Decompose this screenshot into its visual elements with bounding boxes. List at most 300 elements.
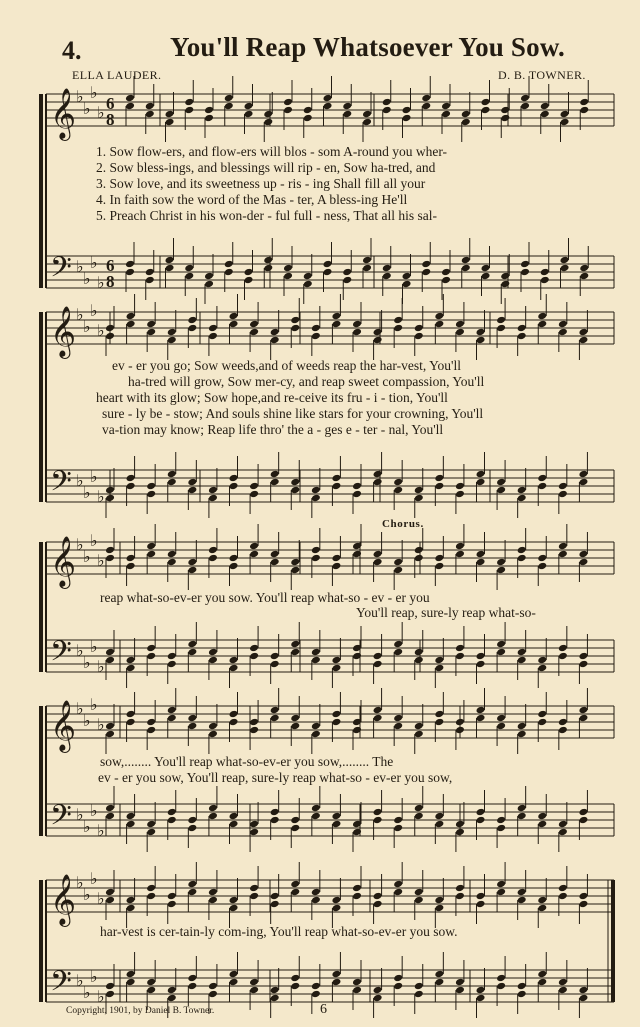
- note-head: [311, 730, 321, 739]
- system-brace: [39, 312, 43, 502]
- note-head: [331, 664, 341, 673]
- note-head: [476, 336, 486, 345]
- note-head: [496, 324, 506, 333]
- note-head: [578, 470, 588, 479]
- note-head: [434, 562, 444, 571]
- note-head: [224, 260, 234, 269]
- note-head: [244, 110, 254, 119]
- note-head: [270, 714, 280, 723]
- note-head: [434, 896, 444, 905]
- note-head: [517, 656, 527, 665]
- note-head: [270, 336, 280, 345]
- note-head: [146, 892, 156, 901]
- note-head: [455, 986, 465, 995]
- note-head: [126, 482, 136, 491]
- note-head: [441, 276, 451, 285]
- note-head: [126, 970, 136, 979]
- note-head: [476, 550, 486, 559]
- note-head: [455, 490, 465, 499]
- note-head: [165, 256, 175, 265]
- note-head: [496, 566, 506, 575]
- note-head: [517, 730, 527, 739]
- note-head: [167, 336, 177, 345]
- note-head: [323, 94, 333, 103]
- note-head: [187, 888, 197, 897]
- note-head: [204, 114, 214, 123]
- note-head: [270, 816, 280, 825]
- note-head: [167, 892, 177, 901]
- note-head: [126, 904, 136, 913]
- note-head: [558, 718, 568, 727]
- note-head: [517, 804, 527, 813]
- note-head: [204, 272, 214, 281]
- note-head: [537, 554, 547, 563]
- note-head: [311, 648, 321, 657]
- note-head: [434, 710, 444, 719]
- note-head: [517, 332, 527, 341]
- flat-sign: ♭: [90, 301, 98, 320]
- note-head: [476, 892, 486, 901]
- flat-sign: ♭: [76, 471, 84, 490]
- note-head: [311, 812, 321, 821]
- note-head: [500, 272, 510, 281]
- note-head: [229, 312, 239, 321]
- note-head: [342, 276, 352, 285]
- composer-credit: D. B. TOWNER.: [498, 68, 586, 82]
- note-head: [352, 986, 362, 995]
- note-head: [520, 102, 530, 111]
- note-head: [537, 970, 547, 979]
- note-head: [496, 558, 506, 567]
- note-head: [455, 820, 465, 829]
- note-head: [517, 494, 527, 503]
- note-head: [331, 820, 341, 829]
- note-head: [558, 644, 568, 653]
- flat-sign: ♭: [76, 971, 84, 990]
- note-head: [373, 328, 383, 337]
- note-head: [393, 714, 403, 723]
- note-head: [476, 986, 486, 995]
- note-head: [311, 494, 321, 503]
- note-head: [434, 320, 444, 329]
- lyric-line: 5. Preach Christ in his won-der - ful full - ness, That all his sal-: [96, 208, 437, 223]
- note-head: [290, 486, 300, 495]
- note-head: [476, 714, 486, 723]
- note-head: [496, 824, 506, 833]
- note-head: [208, 554, 218, 563]
- note-head: [393, 486, 403, 495]
- note-head: [167, 478, 177, 487]
- note-head: [249, 328, 259, 337]
- flat-sign: ♭: [90, 801, 98, 820]
- note-head: [414, 722, 424, 731]
- note-head: [311, 554, 321, 563]
- lyric-line: ev - er you sow, You'll reap, sure-ly reap what-so - ev-er you sow,: [98, 770, 453, 785]
- note-head: [578, 328, 588, 337]
- flat-sign: ♭: [76, 873, 84, 892]
- note-head: [352, 490, 362, 499]
- note-head: [373, 478, 383, 487]
- note-head: [311, 804, 321, 813]
- note-head: [125, 94, 135, 103]
- note-head: [331, 896, 341, 905]
- note-head: [362, 118, 372, 127]
- chorus-label: Chorus.: [382, 518, 424, 530]
- time-signature-top: 6: [106, 94, 115, 113]
- note-head: [455, 550, 465, 559]
- note-head: [249, 820, 259, 829]
- note-head: [579, 272, 589, 281]
- flat-sign: ♭: [76, 87, 84, 106]
- note-head: [249, 644, 259, 653]
- note-head: [455, 652, 465, 661]
- note-head: [393, 982, 403, 991]
- note-head: [558, 652, 568, 661]
- note-head: [311, 722, 321, 731]
- note-head: [126, 978, 136, 987]
- note-head: [560, 118, 570, 127]
- note-head: [146, 986, 156, 995]
- note-head: [270, 470, 280, 479]
- note-head: [249, 986, 259, 995]
- note-head: [311, 486, 321, 495]
- note-head: [208, 494, 218, 503]
- note-head: [167, 714, 177, 723]
- flat-sign: ♭: [90, 637, 98, 656]
- note-head: [249, 542, 259, 551]
- lyric-line: You'll reap, sure-ly reap what-so-: [356, 605, 536, 620]
- note-head: [393, 478, 403, 487]
- note-head: [208, 546, 218, 555]
- flat-sign: ♭: [83, 99, 91, 118]
- flat-sign: ♭: [90, 83, 98, 102]
- note-head: [126, 562, 136, 571]
- note-head: [537, 312, 547, 321]
- bass-clef: 𝄢: [50, 465, 72, 505]
- note-head: [283, 98, 293, 107]
- note-head: [578, 706, 588, 715]
- note-head: [393, 974, 403, 983]
- flat-sign: ♭: [83, 885, 91, 904]
- note-head: [414, 332, 424, 341]
- note-head: [373, 892, 383, 901]
- system-brace: [39, 706, 43, 836]
- note-head: [414, 324, 424, 333]
- note-head: [311, 546, 321, 555]
- flat-sign: ♭: [76, 535, 84, 554]
- note-head: [126, 554, 136, 563]
- note-head: [290, 640, 300, 649]
- note-head: [187, 316, 197, 325]
- flat-sign: ♭: [97, 273, 105, 292]
- note-head: [105, 990, 115, 999]
- note-head: [204, 106, 214, 115]
- note-head: [393, 888, 403, 897]
- time-signature-bottom: 8: [106, 110, 115, 129]
- note-head: [421, 260, 431, 269]
- note-head: [578, 652, 588, 661]
- note-head: [441, 110, 451, 119]
- flat-sign: ♭: [90, 695, 98, 714]
- note-head: [331, 970, 341, 979]
- note-head: [146, 718, 156, 727]
- note-head: [331, 978, 341, 987]
- note-head: [165, 118, 175, 127]
- note-head: [270, 994, 280, 1003]
- note-head: [126, 320, 136, 329]
- note-head: [105, 982, 115, 991]
- flat-sign: ♭: [90, 869, 98, 888]
- note-head: [434, 482, 444, 491]
- note-head: [352, 482, 362, 491]
- note-head: [290, 478, 300, 487]
- note-head: [187, 640, 197, 649]
- lyric-line: har-vest is cer-tain-ly com-ing, You'll reap what-so-ev-er you sow.: [100, 924, 458, 939]
- note-head: [165, 110, 175, 119]
- note-head: [229, 710, 239, 719]
- note-head: [373, 816, 383, 825]
- note-head: [373, 336, 383, 345]
- note-head: [187, 974, 197, 983]
- note-head: [578, 900, 588, 909]
- note-head: [537, 474, 547, 483]
- note-head: [303, 114, 313, 123]
- note-head: [146, 820, 156, 829]
- flat-sign: ♭: [90, 253, 98, 272]
- note-head: [125, 260, 135, 269]
- note-head: [481, 98, 491, 107]
- note-head: [303, 106, 313, 115]
- note-head: [145, 110, 155, 119]
- note-head: [520, 260, 530, 269]
- note-head: [496, 974, 506, 983]
- note-head: [244, 276, 254, 285]
- note-head: [402, 280, 412, 289]
- note-head: [224, 268, 234, 277]
- note-head: [579, 106, 589, 115]
- note-head: [229, 812, 239, 821]
- note-head: [331, 812, 341, 821]
- bass-clef: 𝄢: [50, 251, 72, 291]
- note-head: [560, 256, 570, 265]
- note-head: [208, 648, 218, 657]
- note-head: [290, 974, 300, 983]
- note-head: [414, 648, 424, 657]
- note-head: [311, 656, 321, 665]
- note-head: [476, 328, 486, 337]
- note-head: [283, 264, 293, 273]
- flat-sign: ♭: [83, 483, 91, 502]
- note-head: [373, 706, 383, 715]
- note-head: [208, 332, 218, 341]
- lyric-line: sure - ly be - stow; And souls shine like stars for your crowning, You'll: [102, 406, 484, 421]
- note-head: [187, 816, 197, 825]
- note-head: [187, 566, 197, 575]
- note-head: [331, 554, 341, 563]
- note-head: [126, 812, 136, 821]
- note-head: [393, 824, 403, 833]
- note-head: [229, 970, 239, 979]
- note-head: [517, 896, 527, 905]
- note-head: [105, 554, 115, 563]
- note-head: [105, 648, 115, 657]
- note-head: [249, 718, 259, 727]
- note-head: [167, 808, 177, 817]
- note-head: [441, 268, 451, 277]
- note-head: [455, 644, 465, 653]
- flat-sign: ♭: [83, 711, 91, 730]
- note-head: [352, 320, 362, 329]
- note-head: [414, 486, 424, 495]
- note-head: [184, 98, 194, 107]
- note-head: [402, 106, 412, 115]
- note-head: [558, 820, 568, 829]
- note-head: [342, 102, 352, 111]
- note-head: [537, 718, 547, 727]
- note-head: [331, 474, 341, 483]
- note-head: [382, 264, 392, 273]
- note-head: [455, 828, 465, 837]
- note-head: [558, 986, 568, 995]
- note-head: [393, 640, 403, 649]
- note-head: [476, 652, 486, 661]
- note-head: [537, 656, 547, 665]
- note-head: [105, 332, 115, 341]
- note-head: [208, 656, 218, 665]
- note-head: [187, 478, 197, 487]
- note-head: [352, 328, 362, 337]
- note-head: [208, 982, 218, 991]
- note-head: [393, 558, 403, 567]
- note-head: [537, 482, 547, 491]
- note-head: [167, 816, 177, 825]
- note-head: [167, 660, 177, 669]
- flat-sign: ♭: [97, 715, 105, 734]
- note-head: [229, 904, 239, 913]
- note-head: [476, 478, 486, 487]
- system-brace: [39, 94, 43, 288]
- note-head: [461, 256, 471, 265]
- note-head: [270, 550, 280, 559]
- note-head: [311, 332, 321, 341]
- note-head: [517, 982, 527, 991]
- flat-sign: ♭: [76, 305, 84, 324]
- note-head: [146, 726, 156, 735]
- lyric-line: reap what-so-ev-er you sow. You'll reap what-so - ev - er you: [100, 590, 430, 605]
- note-head: [578, 892, 588, 901]
- note-head: [270, 660, 280, 669]
- note-head: [184, 106, 194, 115]
- note-head: [290, 824, 300, 833]
- lyric-line: sow,........ You'll reap what-so-ev-er you sow,........ The: [100, 754, 394, 769]
- treble-clef: 𝄞: [50, 700, 77, 751]
- note-head: [414, 730, 424, 739]
- note-head: [414, 554, 424, 563]
- note-head: [167, 470, 177, 479]
- note-head: [476, 470, 486, 479]
- note-head: [249, 726, 259, 735]
- note-head: [249, 652, 259, 661]
- note-head: [382, 106, 392, 115]
- note-head: [393, 816, 403, 825]
- flat-sign: ♭: [76, 257, 84, 276]
- note-head: [558, 978, 568, 987]
- note-head: [283, 106, 293, 115]
- note-head: [421, 94, 431, 103]
- note-head: [167, 986, 177, 995]
- note-head: [146, 320, 156, 329]
- note-head: [496, 888, 506, 897]
- note-head: [352, 978, 362, 987]
- note-head: [352, 892, 362, 901]
- note-head: [537, 710, 547, 719]
- hymn-title: You'll Reap Whatsoever You Sow.: [170, 32, 566, 62]
- note-head: [270, 900, 280, 909]
- note-head: [517, 486, 527, 495]
- note-head: [414, 494, 424, 503]
- note-head: [352, 884, 362, 893]
- system-brace: [39, 542, 43, 672]
- note-head: [126, 710, 136, 719]
- note-head: [167, 994, 177, 1003]
- note-head: [331, 320, 341, 329]
- note-head: [414, 804, 424, 813]
- note-head: [187, 714, 197, 723]
- note-head: [224, 94, 234, 103]
- note-head: [455, 718, 465, 727]
- treble-clef: 𝄞: [50, 88, 77, 139]
- note-head: [290, 316, 300, 325]
- copyright-notice: Copyright, 1901, by Daniel B. Towner.: [66, 1006, 215, 1016]
- note-head: [187, 722, 197, 731]
- note-head: [537, 896, 547, 905]
- note-head: [434, 904, 444, 913]
- treble-clef: 𝄞: [50, 874, 77, 925]
- note-head: [402, 114, 412, 123]
- note-head: [373, 660, 383, 669]
- note-head: [331, 710, 341, 719]
- note-head: [331, 718, 341, 727]
- note-head: [578, 714, 588, 723]
- note-head: [146, 482, 156, 491]
- note-head: [229, 896, 239, 905]
- note-head: [517, 888, 527, 897]
- note-head: [244, 102, 254, 111]
- note-head: [537, 978, 547, 987]
- note-head: [540, 102, 550, 111]
- note-head: [496, 316, 506, 325]
- note-head: [540, 110, 550, 119]
- note-head: [249, 490, 259, 499]
- note-head: [455, 328, 465, 337]
- note-head: [167, 328, 177, 337]
- note-head: [476, 900, 486, 909]
- note-head: [455, 482, 465, 491]
- note-head: [105, 730, 115, 739]
- flat-sign: ♭: [76, 699, 84, 718]
- note-head: [476, 808, 486, 817]
- note-head: [249, 828, 259, 837]
- author-credit: ELLA LAUDER.: [72, 68, 162, 82]
- note-head: [126, 820, 136, 829]
- note-head: [311, 982, 321, 991]
- lyric-line: 1. Sow flow-ers, and flow-ers will blos - som A-round you wher-: [96, 144, 448, 159]
- note-head: [342, 268, 352, 277]
- note-head: [167, 550, 177, 559]
- note-head: [578, 558, 588, 567]
- note-head: [249, 892, 259, 901]
- note-head: [517, 812, 527, 821]
